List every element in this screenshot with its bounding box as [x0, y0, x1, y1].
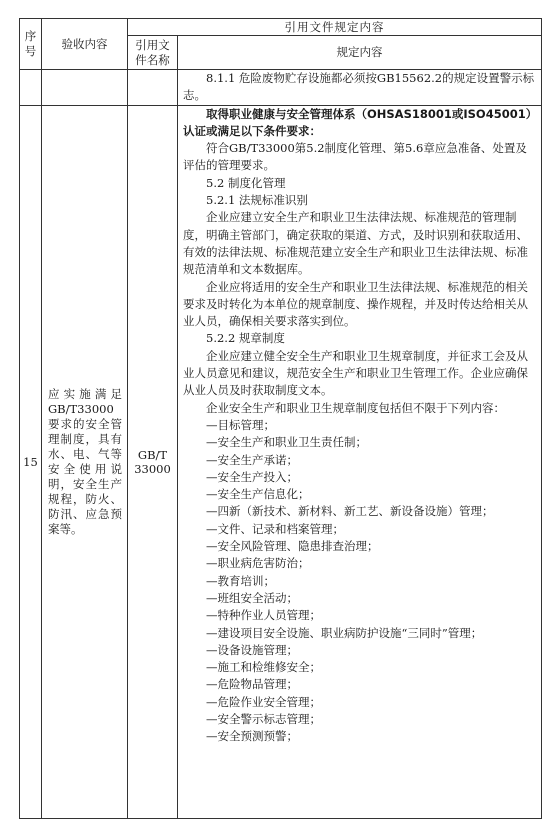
header-seq: 序号	[20, 19, 42, 70]
list-item: —施工和检维修安全；	[206, 660, 321, 675]
list-item: —安全生产投入；	[206, 469, 298, 484]
row-content	[178, 105, 542, 818]
table-row-prev	[20, 70, 542, 106]
list-item: —文件、记录和档案管理；	[206, 521, 344, 536]
list-item: —教育培训；	[206, 573, 275, 588]
prev-row-text: 8.1.1 危险废物贮存设施都必须按GB15562.2的规定设置警示标志。	[183, 71, 535, 103]
header-standard: 引用文件名称	[128, 36, 178, 70]
header-item: 验收内容	[42, 19, 128, 70]
list-item: —安全生产信息化；	[206, 487, 310, 502]
list-item: —建设项目安全设施、职业病防护设施“三同时”管理；	[206, 625, 483, 640]
list-item: —目标管理；	[206, 417, 275, 432]
section-heading: 5.2.1 法规标准识别	[206, 193, 308, 208]
row-requirement: 应实施满足GB/T33000要求的安全管理制度，具有水、电、气等安全使用说明，安全生产规程，防火、防汛、应急预案等。	[42, 105, 128, 818]
list-item: —安全警示标志管理；	[206, 711, 321, 726]
paragraph: 企业应将适用的安全生产和职业卫生法律法规、标准规范的相关要求及时转化为本单位的规章制度、操作规程，并及时传达给相关从业人员，确保相关要求落实到位。	[183, 279, 528, 329]
row-standard: GB/T 33000	[128, 105, 178, 818]
header-group: 引用文件规定内容	[128, 19, 542, 36]
list-item: —班组安全活动；	[206, 590, 298, 605]
acceptance-table	[19, 18, 542, 819]
list-item: —职业病危害防治；	[206, 556, 310, 571]
table-row-15	[20, 105, 542, 818]
bold-requirement: 取得职业健康与安全管理体系（OHSAS18001或ISO45001）认证或满足以下条件要求：	[183, 106, 532, 138]
list-item: —危险作业安全管理；	[206, 694, 321, 709]
list-item: —安全预测预警；	[206, 729, 298, 744]
header-content: 规定内容	[178, 36, 542, 70]
list-item: —安全生产承诺；	[206, 452, 298, 467]
row-seq: 15	[20, 105, 42, 818]
list-item: —特种作业人员管理；	[206, 608, 321, 623]
list-item: —四新（新技术、新材料、新工艺、新设备设施）管理；	[206, 504, 494, 519]
section-heading: 5.2.2 规章制度	[206, 331, 285, 346]
list-item: —危险物品管理；	[206, 677, 298, 692]
list-item: —安全风险管理、隐患排查治理；	[206, 539, 379, 554]
list-item: —安全生产和职业卫生责任制；	[206, 435, 367, 450]
paragraph: 企业安全生产和职业卫生规章制度包括但不限于下列内容：	[206, 400, 505, 415]
paragraph: 企业应建立安全生产和职业卫生法律法规、标准规范的管理制度，明确主管部门，确定获取的渠道、方式，及时识别和获取适用、有效的法律法规、标准规范建立安全生产和职业卫生法律法规、标准规范清单和文本数据库。	[183, 210, 528, 277]
paragraph: 企业应建立健全安全生产和职业卫生规章制度，并征求工会及从业人员意见和建议，规范安全生产和职业卫生管理工作。企业应确保从业人员及时获取制度文本。	[183, 348, 528, 398]
section-heading: 5.2 制度化管理	[206, 175, 286, 190]
rules-list	[183, 417, 536, 746]
list-item: —设备设施管理；	[206, 642, 298, 657]
paragraph: 符合GB/T33000第5.2制度化管理、第5.6章应急准备、处置及评估的管理要求。	[183, 141, 527, 173]
